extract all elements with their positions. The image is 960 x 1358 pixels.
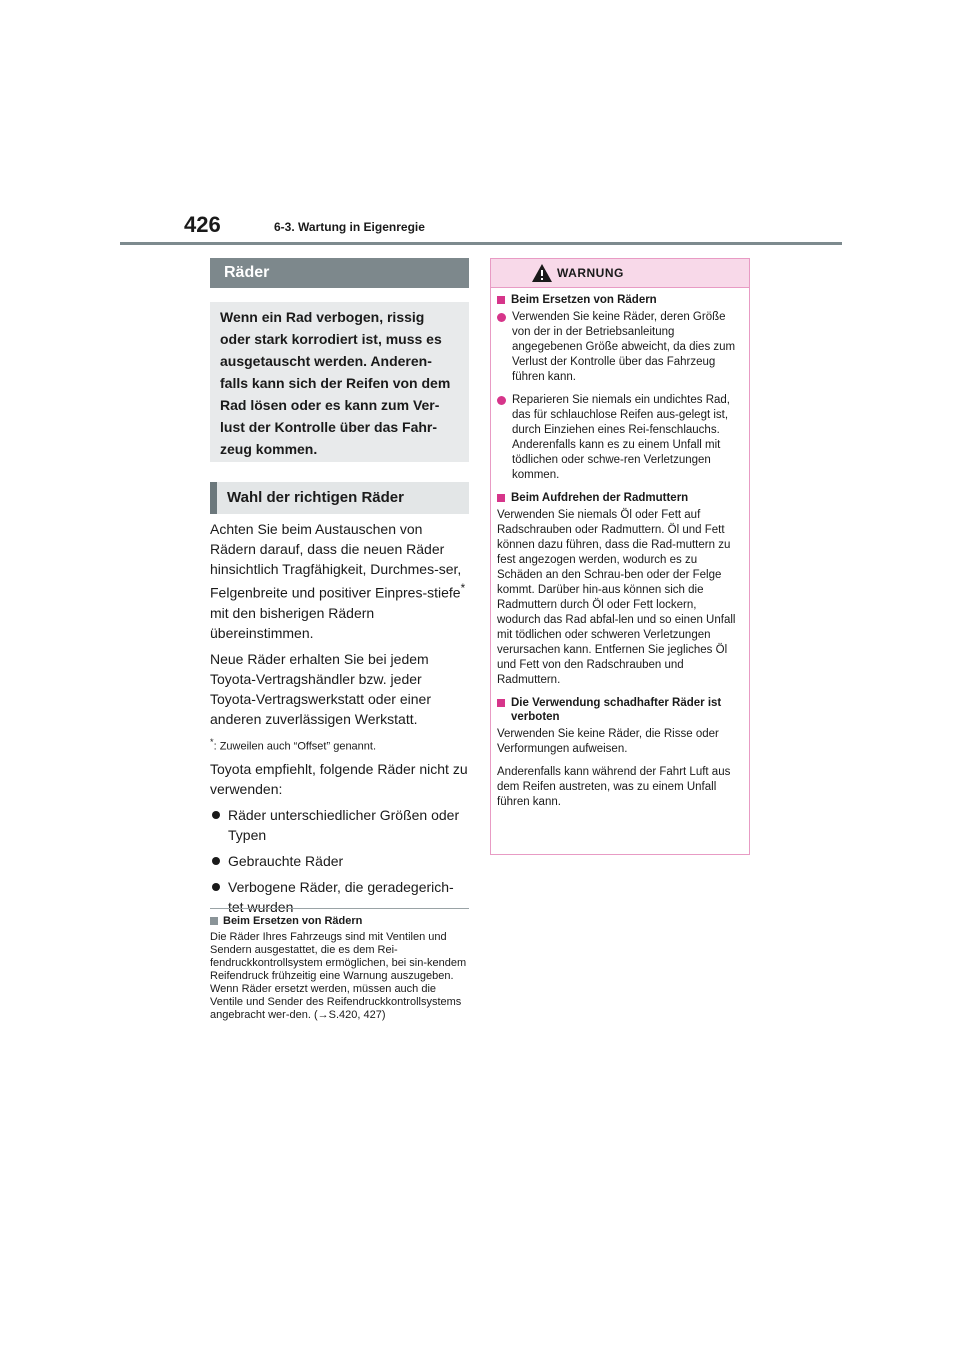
footnote-marker: *: [460, 582, 466, 595]
intro-box: [210, 302, 469, 462]
square-bullet-icon: [497, 494, 505, 502]
intro-line: zeug kommen.: [220, 441, 318, 457]
note-heading: [210, 914, 469, 928]
footnote-text: : Zuweilen auch “Offset” genannt.: [213, 740, 377, 753]
note-text: Die Räder Ihres Fahrzeugs sind mit Ventilen und Sendern ausgestattet, die es dem Rei-fendruckkontrollsystem ermöglichen, bei sin-kendem Reifendruck frühzeitig eine Warnung auszugeben. Wenn Räder ersetzt werden, müssen auch die Ventile und Sender des Reifendruckkontrollsystems angebracht wer-den. (→S.420, 427): [210, 931, 467, 1021]
list-item: [210, 851, 469, 871]
intro-line: Wenn ein Rad verbogen, rissig: [220, 309, 425, 325]
warning-heading-text: Die Verwendung schadhafter Räder ist verboten: [511, 697, 722, 723]
circle-bullet-icon: [497, 396, 506, 405]
warning-bullet-text: Verwenden Sie keine Räder, deren Größe von der in der Betriebsanleitung angegebenen Größe abweicht, da dies zum Verlust der Kontrolle über das Fahrzeug führen kann.: [512, 311, 736, 383]
bullet-list: [210, 805, 469, 917]
warning-section-heading: [497, 293, 741, 307]
list-item-text: Gebrauchte Räder: [228, 853, 344, 870]
warning-heading-text: Beim Aufdrehen der Radmuttern: [511, 492, 689, 504]
intro-line: oder stark korrodiert ist, muss es: [220, 331, 442, 347]
subsection-heading: Wahl der richtigen Räder: [210, 482, 469, 514]
note-heading-text: Beim Ersetzen von Rädern: [223, 915, 363, 927]
warning-triangle-icon: [531, 263, 553, 283]
list-item: [210, 805, 469, 845]
warning-bullet: [497, 393, 741, 483]
warning-section-heading: [497, 491, 741, 505]
paragraph: Neue Räder erhalten Sie bei jedem Toyota-Vertragshändler bzw. jeder Toyota-Vertragswerkstatt oder einer anderen zuverlässigen Werkstatt.: [210, 650, 431, 727]
note-block: [210, 908, 469, 1022]
bullet-icon: [212, 883, 220, 891]
warning-paragraph: Verwenden Sie keine Räder, die Risse oder Verformungen aufweisen.: [497, 728, 719, 755]
warning-bullet: [497, 310, 741, 385]
warning-body: [491, 288, 749, 810]
body-text: [210, 519, 469, 917]
warning-paragraph: Verwenden Sie niemals Öl oder Fett auf Radschrauben oder Radmuttern. Öl und Fett können dazu führen, dass die Rad-muttern zu fest angezogen werden, wodurch es zu Schäden an den Schrau-ben oder der Felge kommt. Darüber hin-aus können sich die Radmuttern durch Öl oder Fett lockern, wodurch das Rad abfal-len und so einen Unfall mit tödlichen oder schweren Verletzungen verursachen kann. Entfernen Sie jegliches Öl und Fett von den Radschrauben und Radmuttern.: [497, 509, 736, 686]
footnote: [210, 735, 469, 754]
paragraph-text: Achten Sie beim Austauschen von Rädern darauf, dass die neuen Räder hinsichtlich Tragfähigkeit, Durchmes-ser, Felgenbreite und positiver Einpres-stiefe: [210, 521, 462, 601]
warning-heading-text: Beim Ersetzen von Rädern: [511, 294, 657, 306]
square-bullet-icon: [497, 296, 505, 304]
paragraph-text: mit den bisherigen Rädern übereinstimmen.: [210, 604, 375, 641]
warning-box: [490, 258, 750, 855]
list-item-text: Räder unterschiedlicher Größen oder Typen: [228, 807, 460, 844]
bullet-icon: [212, 857, 220, 865]
warning-header: [491, 259, 749, 288]
intro-line: Rad lösen oder es kann zum Ver-: [220, 397, 440, 413]
list-item-text: Verbogene Räder, die geradegerich-tet wurden: [228, 879, 454, 916]
bullet-icon: [212, 811, 220, 819]
footnote-marker: *: [210, 736, 214, 747]
section-title: 6-3. Wartung in Eigenregie: [274, 220, 425, 234]
square-bullet-icon: [210, 917, 218, 925]
intro-line: falls kann sich der Reifen von dem: [220, 375, 451, 391]
intro-line: lust der Kontrolle über das Fahr-: [220, 419, 438, 435]
paragraph: [210, 519, 469, 643]
header-divider: [120, 242, 842, 245]
paragraph: Toyota empfiehlt, folgende Räder nicht zu verwenden:: [210, 761, 468, 798]
square-bullet-icon: [497, 699, 505, 707]
warning-title: WARNUNG: [557, 266, 624, 280]
warning-section-heading: [497, 696, 741, 724]
intro-line: ausgetauscht werden. Anderen-: [220, 353, 432, 369]
section-heading-raeder: Räder: [210, 258, 469, 288]
warning-paragraph: Anderenfalls kann während der Fahrt Luft aus dem Reifen austreten, was zu einem Unfall führen kann.: [497, 766, 731, 808]
left-column: [210, 258, 469, 923]
page-number: 426: [184, 212, 221, 237]
circle-bullet-icon: [497, 313, 506, 322]
warning-bullet-text: Reparieren Sie niemals ein undichtes Rad, das für schlauchlose Reifen aus-gelegt ist, durch Einziehen eines Rei-fenschlauchs. Anderenfalls kann es zu einem Unfall mit tödlichen oder schwe-ren Verletzungen kommen.: [512, 394, 730, 481]
